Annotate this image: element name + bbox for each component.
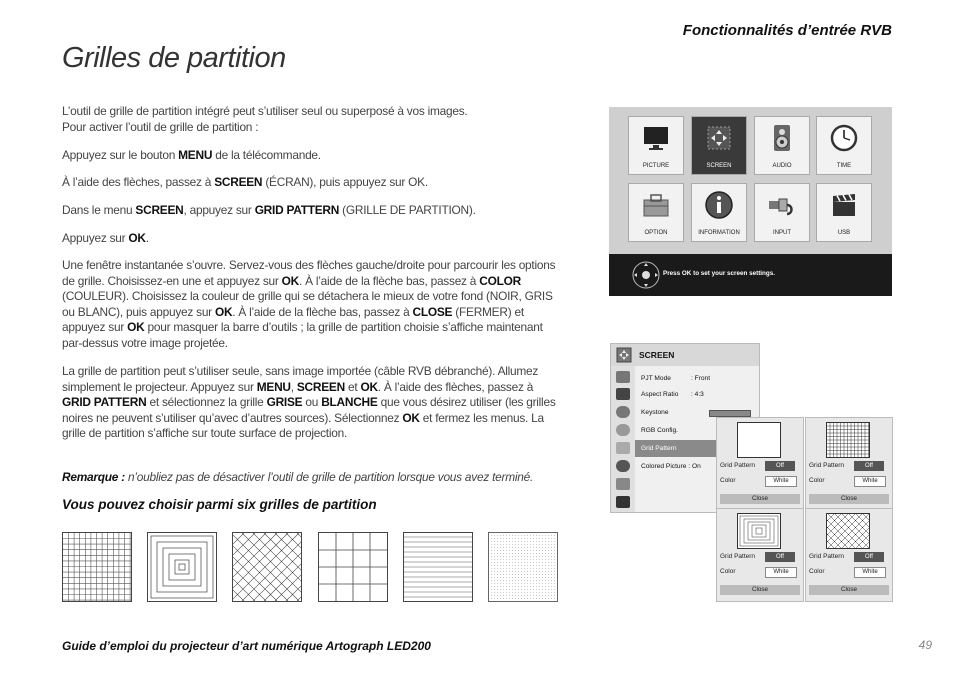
grid-label: Grid Pattern — [809, 462, 845, 469]
picture-icon[interactable] — [616, 371, 630, 383]
keyword: GRID PATTERN — [62, 395, 147, 410]
close-button[interactable]: Close — [720, 585, 800, 595]
close-button[interactable]: Close — [809, 494, 889, 504]
grid-sample-concentric — [147, 532, 217, 602]
preview-fine-grid — [826, 422, 870, 458]
grid-value[interactable]: Off — [854, 552, 884, 562]
diagonal-preview — [827, 514, 869, 548]
menu-row-aspect-ratio[interactable] — [637, 386, 759, 403]
menu-tile-option[interactable] — [628, 183, 684, 242]
text: . À l’aide de la flèche bas, passez à — [299, 273, 480, 288]
grid-label: Grid Pattern — [720, 553, 756, 560]
step-menu — [62, 148, 562, 164]
tile-label: USB — [837, 230, 851, 236]
grid-label: Grid Pattern — [809, 553, 845, 560]
text: ou — [302, 395, 322, 410]
dotted-grid-graphic — [489, 533, 557, 601]
keyword: OK — [360, 379, 378, 394]
menu-hint-text: Press OK to set your screen settings. — [663, 270, 775, 277]
clapperboard-icon — [829, 190, 859, 220]
color-label: Color — [809, 477, 825, 484]
close-button[interactable]: Close — [720, 494, 800, 504]
screen-menu-title: SCREEN — [639, 350, 675, 360]
grid-label: Grid Pattern — [720, 462, 756, 469]
screen-icon — [616, 347, 632, 363]
grid-panel-4 — [805, 508, 893, 602]
row-label: Keystone — [641, 409, 669, 416]
keyword: BLANCHE — [321, 395, 378, 410]
menu-hint-bar — [609, 254, 892, 296]
coarse-grid-graphic — [319, 533, 387, 601]
row-label: Colored Picture : On — [641, 463, 701, 470]
screen-arrows-icon — [704, 123, 734, 153]
keyword: OK — [127, 320, 145, 335]
grid-panel-3 — [716, 508, 804, 602]
grid-sample-coarse — [318, 532, 388, 602]
grid-sample-dotted — [488, 532, 558, 602]
text: La grille de partition peut s’utiliser seule, sans image importée (câble RVB débranché). Allumez simplement le projecteur. Appuyez sur — [62, 364, 539, 394]
horizontal-lines-graphic — [404, 533, 472, 601]
time-icon[interactable] — [616, 424, 630, 436]
text: (ÉCRAN), puis appuyez sur OK. — [262, 175, 428, 189]
row-value: : 4:3 — [691, 391, 704, 398]
text: Une fenêtre instantanée s’ouvre. Servez-vous des flèches gauche/droite pour parcourir les options de grille. Choisissez-en une et appuyez sur — [62, 258, 556, 288]
menu-tile-screen[interactable] — [691, 116, 747, 175]
menu-tile-input[interactable] — [754, 183, 810, 242]
text: pour masquer la barre d’outils ; la grille de partition choisie s’affiche maintenant par-dessus votre image projetée. — [62, 320, 543, 350]
keyword: GRISE — [266, 395, 303, 410]
grid-panel-2 — [805, 417, 893, 511]
usb-icon[interactable] — [616, 496, 630, 508]
keyword: OK — [214, 304, 233, 319]
step-ok — [62, 231, 562, 247]
cable-plug-icon — [767, 190, 797, 220]
grid-panel-1 — [716, 417, 804, 511]
remark-text: n’oubliez pas de désactiver l’outil de grille de partition lorsque vous avez terminé. — [124, 470, 534, 484]
clock-icon — [829, 123, 859, 153]
row-label: RGB Config. — [641, 427, 679, 434]
intro-paragraph — [62, 104, 562, 135]
preview-diagonal — [826, 513, 870, 549]
text: Dans le menu — [62, 203, 136, 217]
color-value[interactable]: White — [765, 476, 797, 487]
menu-tile-audio[interactable] — [754, 116, 810, 175]
row-label: PJT Mode — [641, 375, 671, 382]
menu-tile-time[interactable] — [816, 116, 872, 175]
text: . À l’aide des flèches, passez à — [377, 379, 534, 394]
close-button[interactable]: Close — [809, 585, 889, 595]
screen-menu-sidebar — [611, 366, 635, 512]
concentric-squares-graphic — [148, 533, 216, 601]
page-title: Grilles de partition — [62, 42, 286, 74]
footer-guide-title: Guide d’emploi du projecteur d’art numérique Artograph LED200 — [62, 639, 431, 653]
remote-dpad-icon — [631, 260, 661, 290]
text: et sélectionnez la grille — [146, 395, 267, 410]
fine-grid-graphic — [63, 533, 131, 601]
color-value[interactable]: White — [854, 476, 886, 487]
tile-label: AUDIO — [772, 163, 792, 169]
grid-value[interactable]: Off — [854, 461, 884, 471]
tile-label: OPTION — [644, 230, 668, 236]
intro-line-1: L’outil de grille de partition intégré peut s’utiliser seul ou superposé à vos images. — [62, 104, 468, 118]
text: (FERMER) et appuyez sur — [62, 304, 524, 335]
text: (COULEUR). Choisissez la couleur de grille qui se détachera le mieux de votre fond (NOIR, GRIS ou BLANC), puis appuyez sur — [62, 289, 553, 319]
keyword: OK — [402, 410, 420, 425]
text: À l’aide des flèches, passez à — [62, 175, 215, 189]
tile-label: INFORMATION — [698, 230, 740, 236]
standalone-paragraph — [62, 364, 562, 442]
step-grid-pattern — [62, 203, 562, 219]
information-icon[interactable] — [616, 460, 630, 472]
text: que vous désirez utiliser (les grilles noires ne peuvent s’utiliser qu’avec d’autres sources). Sélectionnez — [62, 395, 556, 425]
screen-icon[interactable] — [616, 388, 630, 400]
grid-value[interactable]: Off — [765, 461, 795, 471]
row-value: : Front — [691, 375, 711, 382]
menu-tile-picture[interactable] — [628, 116, 684, 175]
tile-label: TIME — [836, 163, 852, 169]
grid-sample-diagonal — [232, 532, 302, 602]
grid-sample-horizontal — [403, 532, 473, 602]
tile-label: PICTURE — [642, 163, 670, 169]
speaker-icon — [767, 123, 797, 153]
text: et — [344, 379, 361, 394]
text: . À l’aide de la flèche bas, passez à — [232, 304, 413, 319]
text: et fermez les menus. La grille de partition s’affiche sur toute surface de projection. — [62, 410, 544, 441]
audio-icon[interactable] — [616, 406, 630, 418]
text: . — [145, 231, 149, 245]
keystone-slider[interactable] — [709, 410, 751, 417]
monitor-icon — [641, 123, 671, 153]
keyword: SCREEN — [296, 379, 345, 394]
text: , — [290, 379, 297, 394]
tile-label: SCREEN — [706, 163, 732, 169]
main-menu-screenshot — [609, 107, 892, 296]
page-number: 49 — [918, 638, 932, 652]
popup-paragraph — [62, 258, 562, 352]
menu-row-pjt-mode[interactable] — [637, 370, 759, 387]
text: (GRILLE DE PARTITION). — [339, 203, 476, 217]
step-screen — [62, 175, 562, 191]
diagonal-grid-graphic — [233, 533, 301, 601]
grid-subheading: Vous pouvez choisir parmi six grilles de partition — [62, 497, 377, 512]
keyword: CLOSE — [412, 304, 453, 319]
row-label: Aspect Ratio — [641, 391, 679, 398]
toolbox-icon — [641, 190, 671, 220]
section-title: Fonctionnalités d’entrée RVB — [682, 22, 892, 39]
menu-tile-usb[interactable] — [816, 183, 872, 242]
grid-sample-fine — [62, 532, 132, 602]
screen-menu-header — [611, 344, 759, 366]
color-label: Color — [720, 477, 736, 484]
intro-line-2: Pour activer l’outil de grille de partition : — [62, 119, 259, 134]
text: Appuyez sur — [62, 231, 129, 245]
color-value[interactable]: White — [854, 567, 886, 578]
option-icon[interactable] — [616, 442, 630, 454]
text: Appuyez sur le bouton — [62, 148, 179, 162]
fine-grid-preview — [827, 423, 869, 457]
concentric-preview — [738, 514, 780, 548]
remark — [62, 470, 562, 486]
keyword: MENU — [178, 148, 213, 162]
keyword: GRID PATTERN — [254, 203, 340, 217]
keyword: OK — [281, 273, 300, 288]
menu-tile-information[interactable] — [691, 183, 747, 242]
grid-value[interactable]: Off — [765, 552, 795, 562]
row-label: Grid Pattern — [641, 445, 677, 452]
keyword: SCREEN — [135, 203, 184, 217]
text: , appuyez sur — [183, 203, 255, 217]
color-label: Color — [720, 568, 736, 575]
keyword: COLOR — [479, 273, 521, 288]
tile-label: INPUT — [773, 230, 791, 236]
input-icon[interactable] — [616, 478, 630, 490]
preview-concentric — [737, 513, 781, 549]
color-label: Color — [809, 568, 825, 575]
keyword: OK — [128, 231, 146, 245]
text: de la télécommande. — [212, 148, 321, 162]
keyword: MENU — [256, 379, 291, 394]
remark-label: Remarque : — [62, 470, 125, 484]
preview-blank — [737, 422, 781, 458]
info-icon — [704, 190, 734, 220]
color-value[interactable]: White — [765, 567, 797, 578]
keyword: SCREEN — [214, 175, 263, 189]
